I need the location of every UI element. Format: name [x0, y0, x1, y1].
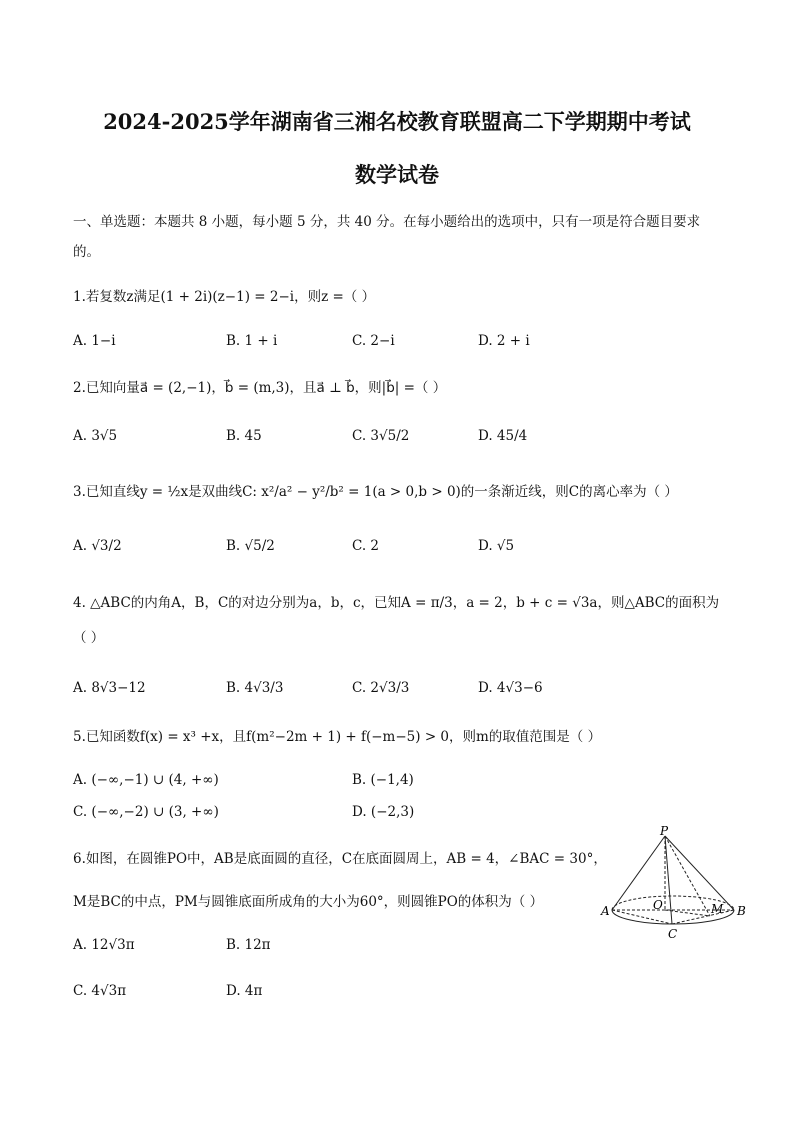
segment-pm [665, 836, 710, 916]
question-4-option-a: A. 8√3−12 [73, 680, 146, 696]
question-1-stem: 1.若复数z满足(1 + 2i)(z−1) = 2−i，则z =（ ） [73, 289, 376, 305]
question-4-option-b: B. 4√3/3 [226, 680, 284, 696]
question-2-option-d: D. 45/4 [478, 428, 528, 444]
question-2-option-c: C. 3√5/2 [352, 428, 410, 444]
question-6-option-a: A. 12√3π [73, 937, 135, 953]
cone-figure [598, 824, 748, 946]
exam-title: 2024-2025学年湖南省三湘名校教育联盟高二下学期期中考试 [103, 109, 691, 134]
question-6-stem: 6.如图，在圆锥PO中，AB是底面圆的直径，C在底面圆周上，AB = 4，∠BAC = 30°， [73, 851, 607, 867]
question-3-option-d: D. √5 [478, 538, 515, 554]
label-b: B [737, 904, 746, 918]
question-5-option-b: B. (−1,4) [352, 772, 414, 788]
label-p: P [660, 824, 669, 838]
question-6-option-b: B. 12π [226, 937, 271, 953]
question-4-option-c: C. 2√3/3 [352, 680, 410, 696]
label-a: A [601, 904, 610, 918]
question-1-option-c: C. 2−i [352, 333, 395, 349]
question-3-option-b: B. √5/2 [226, 538, 275, 554]
question-3-option-c: C. 2 [352, 538, 380, 554]
question-5-option-d: D. (−2,3) [352, 804, 415, 820]
section-header: 一、单选题：本题共 8 小题，每小题 5 分，共 40 分。在每小题给出的选项中，只有一项是符合题目要求的。 [73, 214, 701, 260]
question-6-stem-cont: M是BC的中点，PM与圆锥底面所成角的大小为60°，则圆锥PO的体积为（ ） [73, 894, 544, 910]
question-6-option-d: D. 4π [226, 983, 263, 999]
question-2-stem: 2.已知向量a⃗ = (2,−1)，b⃗ = (m,3)，且a⃗ ⊥ b⃗，则|b⃗| =（ ） [73, 380, 447, 396]
question-4-option-d: D. 4√3−6 [478, 680, 543, 696]
question-3-stem: 3.已知直线y = ½x是双曲线C: x²/a² − y²/b² = 1(a > 0,b > 0)的一条渐近线，则C的离心率为（ ） [73, 484, 678, 500]
question-1-option-a: A. 1−i [73, 333, 116, 349]
exam-subtitle: 数学试卷 [355, 162, 439, 187]
question-3-option-a: A. √3/2 [73, 538, 122, 554]
question-1-option-b: B. 1 + i [226, 333, 278, 349]
question-2-option-a: A. 3√5 [73, 428, 118, 444]
label-c: C [668, 927, 678, 941]
label-o: O [653, 898, 663, 912]
edge-pb [665, 836, 734, 910]
question-1-option-d: D. 2 + i [478, 333, 530, 349]
question-5-option-a: A. (−∞,−1) ∪ (4, +∞) [73, 772, 219, 788]
question-6-option-c: C. 4√3π [73, 983, 127, 999]
question-2-option-b: B. 45 [226, 428, 262, 444]
label-m: M [711, 902, 724, 916]
question-5-option-c: C. (−∞,−2) ∪ (3, +∞) [73, 804, 219, 820]
question-5-stem: 5.已知函数f(x) = x³ +x，且f(m²−2m + 1) + f(−m−5) > 0，则m的取值范围是（ ） [73, 729, 602, 745]
question-4-stem: 4. △ABC的内角A，B，C的对边分别为a，b，c，已知A = π/3，a = 2，b + c = √3a，则△ABC的面积为 [73, 595, 720, 611]
question-4-stem-cont: （ ） [73, 630, 105, 646]
